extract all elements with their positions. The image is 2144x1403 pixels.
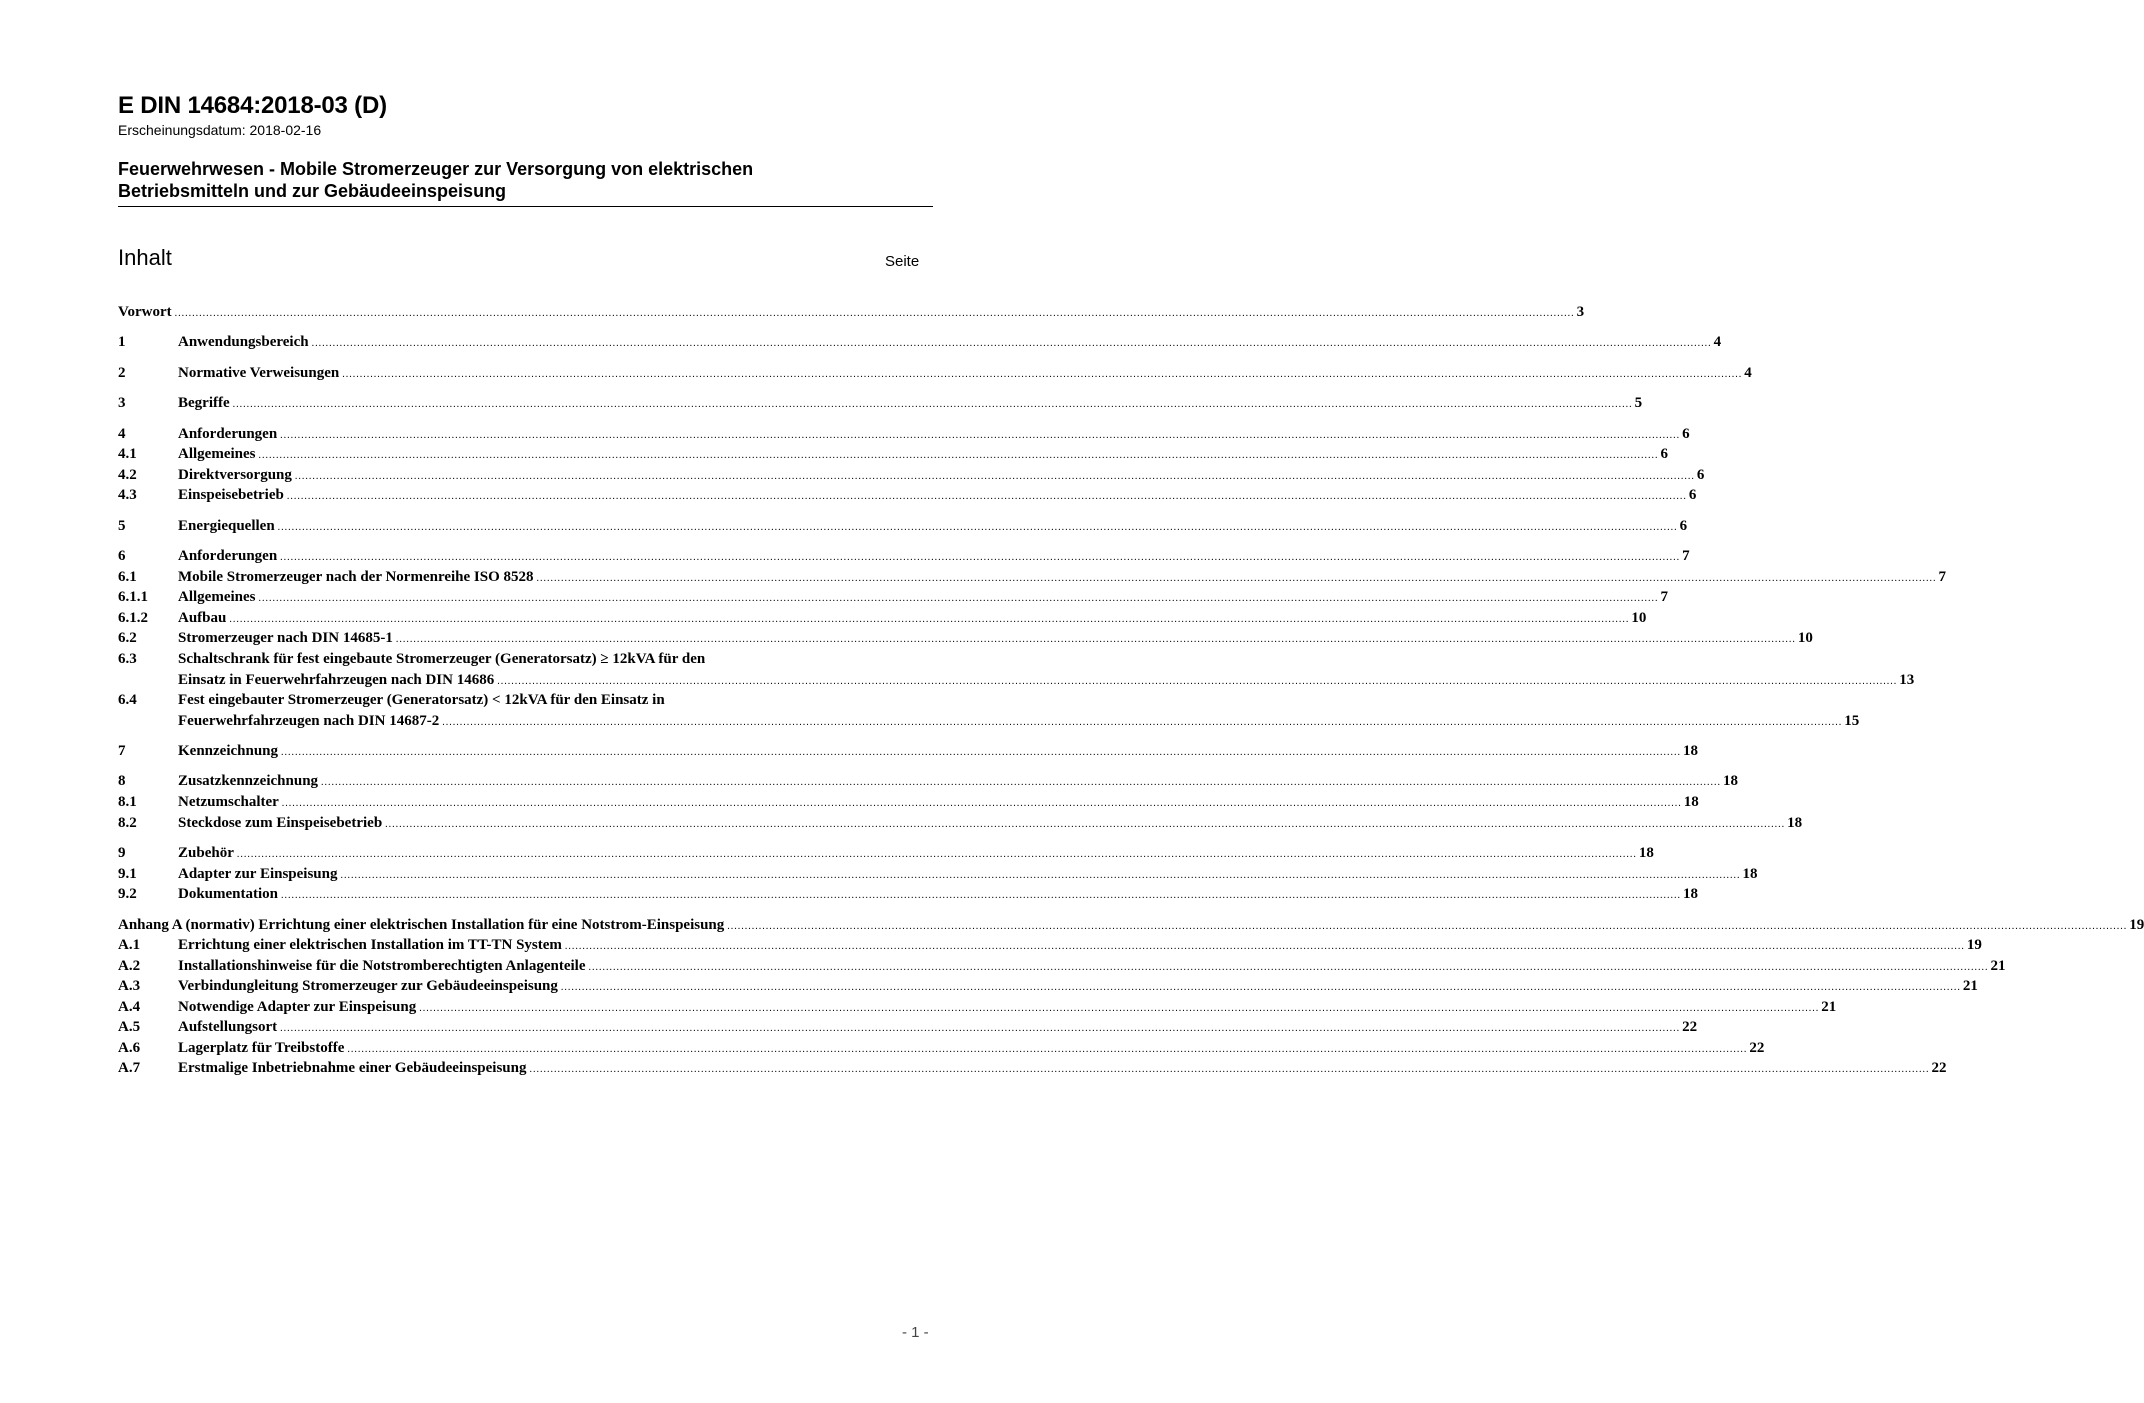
toc-entry-page: 6: [1696, 467, 1705, 483]
toc-entry-number: 6.2: [118, 630, 137, 646]
toc-entry-page: 19: [2129, 917, 2144, 933]
toc-entry-number: 1: [118, 334, 126, 350]
toc-entry-page: 18: [1683, 886, 1699, 902]
leader-dots: ................................................................................................................................................................................................................................................................................................................................................................................................................: [385, 819, 1786, 830]
toc-entry-number: 8: [118, 773, 126, 789]
document-title: E DIN 14684:2018-03 (D): [118, 92, 387, 119]
toc-entry[interactable]: [118, 567, 1947, 587]
toc-entry-title: Erstmalige Inbetriebnahme einer Gebäudeeinspeisung: [178, 1060, 527, 1076]
leader-dots: ................................................................................................................................................................................................................................................................................................................................................................................................................: [321, 777, 1722, 788]
toc-entry-number: 6.1.2: [118, 610, 148, 626]
toc-entry-page: 21: [1990, 958, 2006, 974]
toc-entry-page: 18: [1683, 743, 1699, 759]
toc-entry-page: 7: [1938, 569, 1947, 585]
toc-entry-title: Zubehör: [178, 845, 234, 861]
toc-entry-page: 22: [1682, 1019, 1698, 1035]
toc-entry-title: Einspeisebetrieb: [178, 487, 284, 503]
toc-entry-page: 18: [1742, 866, 1758, 882]
leader-dots: ................................................................................................................................................................................................................................................................................................................................................................................................................: [281, 798, 1682, 809]
toc-entry[interactable]: [118, 649, 933, 669]
subtitle-line-2: Betriebsmitteln und zur Gebäudeeinspeisung: [118, 181, 507, 201]
toc-page-label: Seite: [885, 253, 920, 270]
toc-entry[interactable]: [118, 393, 1643, 413]
toc-entry-page: 18: [1683, 794, 1699, 810]
toc-entry-page: 13: [1899, 672, 1915, 688]
toc-entry-number: 6: [118, 548, 126, 564]
toc-entry[interactable]: [118, 915, 2144, 935]
toc-entry-page: 22: [1749, 1040, 1765, 1056]
toc-entry-number: 4: [118, 426, 126, 442]
toc-entry-page: 21: [1962, 978, 1978, 994]
leader-dots: ................................................................................................................................................................................................................................................................................................................................................................................................................: [280, 1023, 1681, 1034]
toc-entry-title: Zusatzkennzeichnung: [178, 773, 319, 789]
toc-entry-page: 18: [1787, 815, 1803, 831]
toc-entry[interactable]: [118, 302, 1585, 322]
leader-dots: ................................................................................................................................................................................................................................................................................................................................................................................................................: [588, 962, 1989, 973]
document-subtitle: [118, 158, 933, 202]
toc-entry-number: A.5: [118, 1019, 141, 1035]
toc-entry-title: Adapter zur Einspeisung: [178, 866, 338, 882]
leader-dots: ................................................................................................................................................................................................................................................................................................................................................................................................................: [229, 614, 1630, 625]
toc-entry[interactable]: [118, 587, 1668, 607]
toc-entry-number: 6.4: [118, 692, 137, 708]
toc-entry[interactable]: [118, 884, 1699, 904]
toc-entry[interactable]: [118, 864, 1758, 884]
toc-entry-title: Anwendungsbereich: [178, 334, 309, 350]
toc-entry[interactable]: [118, 976, 1978, 996]
toc-entry-title: Begriffe: [178, 395, 230, 411]
toc-entry-number: A.2: [118, 958, 141, 974]
toc-entry-page: 18: [1638, 845, 1654, 861]
toc-entry-page: 10: [1631, 610, 1647, 626]
toc-entry[interactable]: [118, 690, 933, 710]
toc-entry-number: 6.3: [118, 651, 137, 667]
toc-entry[interactable]: [118, 608, 1647, 628]
toc-entry-title: Vorwort: [118, 304, 172, 320]
leader-dots: ................................................................................................................................................................................................................................................................................................................................................................................................................: [564, 941, 1965, 952]
toc-entry-title: Feuerwehrfahrzeugen nach DIN 14687-2: [178, 713, 440, 729]
toc-entry-number: A.4: [118, 999, 141, 1015]
leader-dots: ................................................................................................................................................................................................................................................................................................................................................................................................................: [294, 471, 1695, 482]
toc-entry-title: Stromerzeuger nach DIN 14685-1: [178, 630, 393, 646]
toc-entry-number: 9.1: [118, 866, 137, 882]
toc-entry[interactable]: [118, 1058, 1947, 1078]
toc-entry-number: 8.1: [118, 794, 137, 810]
toc-entry-title: Direktversorgung: [178, 467, 292, 483]
toc-entry-number: A.6: [118, 1040, 141, 1056]
toc-entry-title: Energiequellen: [178, 518, 275, 534]
toc-entry-number: 9: [118, 845, 126, 861]
toc-entry-title: Normative Verweisungen: [178, 365, 340, 381]
leader-dots: ................................................................................................................................................................................................................................................................................................................................................................................................................: [258, 593, 1659, 604]
toc-entry[interactable]: [118, 363, 1752, 383]
toc-entry-page: 22: [1931, 1060, 1947, 1076]
leader-dots: ................................................................................................................................................................................................................................................................................................................................................................................................................: [258, 450, 1659, 461]
toc-entry-number: 3: [118, 395, 126, 411]
toc-entry-page: 7: [1660, 589, 1668, 605]
leader-dots: ................................................................................................................................................................................................................................................................................................................................................................................................................: [281, 890, 1682, 901]
toc-entry-page: 10: [1797, 630, 1813, 646]
toc-entry-page: 6: [1660, 446, 1668, 462]
toc-entry[interactable]: [118, 444, 1668, 464]
toc-entry-title: Notwendige Adapter zur Einspeisung: [178, 999, 417, 1015]
toc-entry-title: Schaltschrank für fest eingebaute Stromerzeuger (Generatorsatz) ≥ 12kVA für den: [178, 651, 706, 667]
toc-entry-title: Dokumentation: [178, 886, 279, 902]
toc-entry[interactable]: [118, 997, 1837, 1017]
toc-entry[interactable]: [118, 516, 1688, 536]
leader-dots: ................................................................................................................................................................................................................................................................................................................................................................................................................: [236, 849, 1637, 860]
toc-entry-title: Fest eingebauter Stromerzeuger (Generatorsatz) < 12kVA für den Einsatz in: [178, 692, 665, 708]
publication-date: Erscheinungsdatum: 2018-02-16: [118, 122, 322, 138]
toc-entry[interactable]: [118, 1038, 1765, 1058]
toc-entry-continuation[interactable]: [118, 670, 1915, 690]
title-divider: [118, 206, 933, 207]
leader-dots: ................................................................................................................................................................................................................................................................................................................................................................................................................: [286, 491, 1687, 502]
toc-entry-title: Anforderungen: [178, 548, 278, 564]
leader-dots: ................................................................................................................................................................................................................................................................................................................................................................................................................: [232, 399, 1633, 410]
toc-entry[interactable]: [118, 424, 1690, 444]
toc-entry-page: 18: [1723, 773, 1739, 789]
leader-dots: ................................................................................................................................................................................................................................................................................................................................................................................................................: [442, 717, 1843, 728]
toc-entry-title: Mobile Stromerzeuger nach der Normenreihe ISO 8528: [178, 569, 534, 585]
leader-dots: ................................................................................................................................................................................................................................................................................................................................................................................................................: [560, 982, 1961, 993]
toc-entry-number: 6.1: [118, 569, 137, 585]
toc-entry-title: Aufstellungsort: [178, 1019, 278, 1035]
toc-entry-title: Lagerplatz für Treibstoffe: [178, 1040, 345, 1056]
leader-dots: ................................................................................................................................................................................................................................................................................................................................................................................................................: [342, 369, 1743, 380]
toc-entry[interactable]: [118, 956, 2006, 976]
toc-entry-number: 4.3: [118, 487, 137, 503]
toc-entry-page: 4: [1744, 365, 1752, 381]
toc-entry-title: Einsatz in Feuerwehrfahrzeugen nach DIN 14686: [178, 672, 495, 688]
toc-entry-title: Anhang A (normativ) Errichtung einer elektrischen Installation für eine Notstrom-Einspeisung: [118, 917, 725, 933]
toc-entry[interactable]: [118, 628, 1813, 648]
toc-entry[interactable]: [118, 1017, 1698, 1037]
toc-entry[interactable]: [118, 485, 1697, 505]
toc-entry[interactable]: [118, 465, 1705, 485]
leader-dots: ................................................................................................................................................................................................................................................................................................................................................................................................................: [419, 1003, 1820, 1014]
page-number: - 1 -: [902, 1324, 929, 1341]
toc-entry-page: 19: [1966, 937, 1982, 953]
toc-entry-number: 8.2: [118, 815, 137, 831]
toc-entry-number: 2: [118, 365, 126, 381]
leader-dots: ................................................................................................................................................................................................................................................................................................................................................................................................................: [281, 747, 1682, 758]
toc-entry-title: Anforderungen: [178, 426, 278, 442]
leader-dots: ................................................................................................................................................................................................................................................................................................................................................................................................................: [174, 308, 1575, 319]
toc-entry[interactable]: [118, 546, 1690, 566]
leader-dots: ................................................................................................................................................................................................................................................................................................................................................................................................................: [727, 921, 2128, 932]
toc-entry-page: 4: [1713, 334, 1722, 350]
leader-dots: ................................................................................................................................................................................................................................................................................................................................................................................................................: [340, 870, 1741, 881]
toc-entry[interactable]: [118, 843, 1654, 863]
toc-entry-number: 5: [118, 518, 126, 534]
toc-entry[interactable]: [118, 771, 1739, 791]
toc-entry-page: 6: [1679, 518, 1688, 534]
toc-entry-title: Installationshinweise für die Notstromberechtigten Anlagenteile: [178, 958, 586, 974]
toc-entry-title: Allgemeines: [178, 446, 256, 462]
toc-entry-continuation[interactable]: [118, 711, 1860, 731]
toc-entry[interactable]: [118, 935, 1982, 955]
toc-entry[interactable]: [118, 741, 1699, 761]
toc-entry-page: 3: [1576, 304, 1585, 320]
toc-entry[interactable]: [118, 792, 1699, 812]
toc-entry-title: Netzumschalter: [178, 794, 279, 810]
leader-dots: ................................................................................................................................................................................................................................................................................................................................................................................................................: [536, 573, 1937, 584]
toc-entry-number: A.1: [118, 937, 141, 953]
toc-entry-page: 21: [1821, 999, 1837, 1015]
toc-entry-title: Errichtung einer elektrischen Installation im TT-TN System: [178, 937, 562, 953]
toc-entry-title: Kennzeichnung: [178, 743, 279, 759]
leader-dots: ................................................................................................................................................................................................................................................................................................................................................................................................................: [277, 522, 1678, 533]
leader-dots: ................................................................................................................................................................................................................................................................................................................................................................................................................: [280, 430, 1681, 441]
leader-dots: ................................................................................................................................................................................................................................................................................................................................................................................................................: [395, 634, 1796, 645]
toc-entry-number: A.7: [118, 1060, 141, 1076]
toc-entry-number: 4.2: [118, 467, 137, 483]
toc-entry-page: 5: [1634, 395, 1643, 411]
toc-entry-number: A.3: [118, 978, 141, 994]
leader-dots: ................................................................................................................................................................................................................................................................................................................................................................................................................: [280, 552, 1681, 563]
toc-entry-page: 15: [1844, 713, 1860, 729]
toc-entry[interactable]: [118, 813, 1803, 833]
toc-entry-number: 4.1: [118, 446, 137, 462]
toc-entry-page: 6: [1688, 487, 1697, 503]
toc-entry-number: 6.1.1: [118, 589, 148, 605]
toc-entry-title: Verbindungleitung Stromerzeuger zur Gebäudeeinspeisung: [178, 978, 558, 994]
leader-dots: ................................................................................................................................................................................................................................................................................................................................................................................................................: [311, 338, 1712, 349]
toc-heading: Inhalt: [118, 245, 172, 270]
leader-dots: ................................................................................................................................................................................................................................................................................................................................................................................................................: [529, 1064, 1930, 1075]
toc-entry-number: 7: [118, 743, 126, 759]
toc-entry-title: Allgemeines: [178, 589, 256, 605]
toc-entry-title: Aufbau: [178, 610, 227, 626]
leader-dots: ................................................................................................................................................................................................................................................................................................................................................................................................................: [347, 1044, 1748, 1055]
subtitle-line-1: Feuerwehrwesen - Mobile Stromerzeuger zur Versorgung von elektrischen: [118, 159, 754, 179]
toc-entry-page: 6: [1682, 426, 1690, 442]
toc-entry-title: Steckdose zum Einspeisebetrieb: [178, 815, 383, 831]
leader-dots: ................................................................................................................................................................................................................................................................................................................................................................................................................: [497, 676, 1898, 687]
toc-entry[interactable]: [118, 332, 1722, 352]
toc-entry-page: 7: [1682, 548, 1690, 564]
toc-entry-number: 9.2: [118, 886, 137, 902]
